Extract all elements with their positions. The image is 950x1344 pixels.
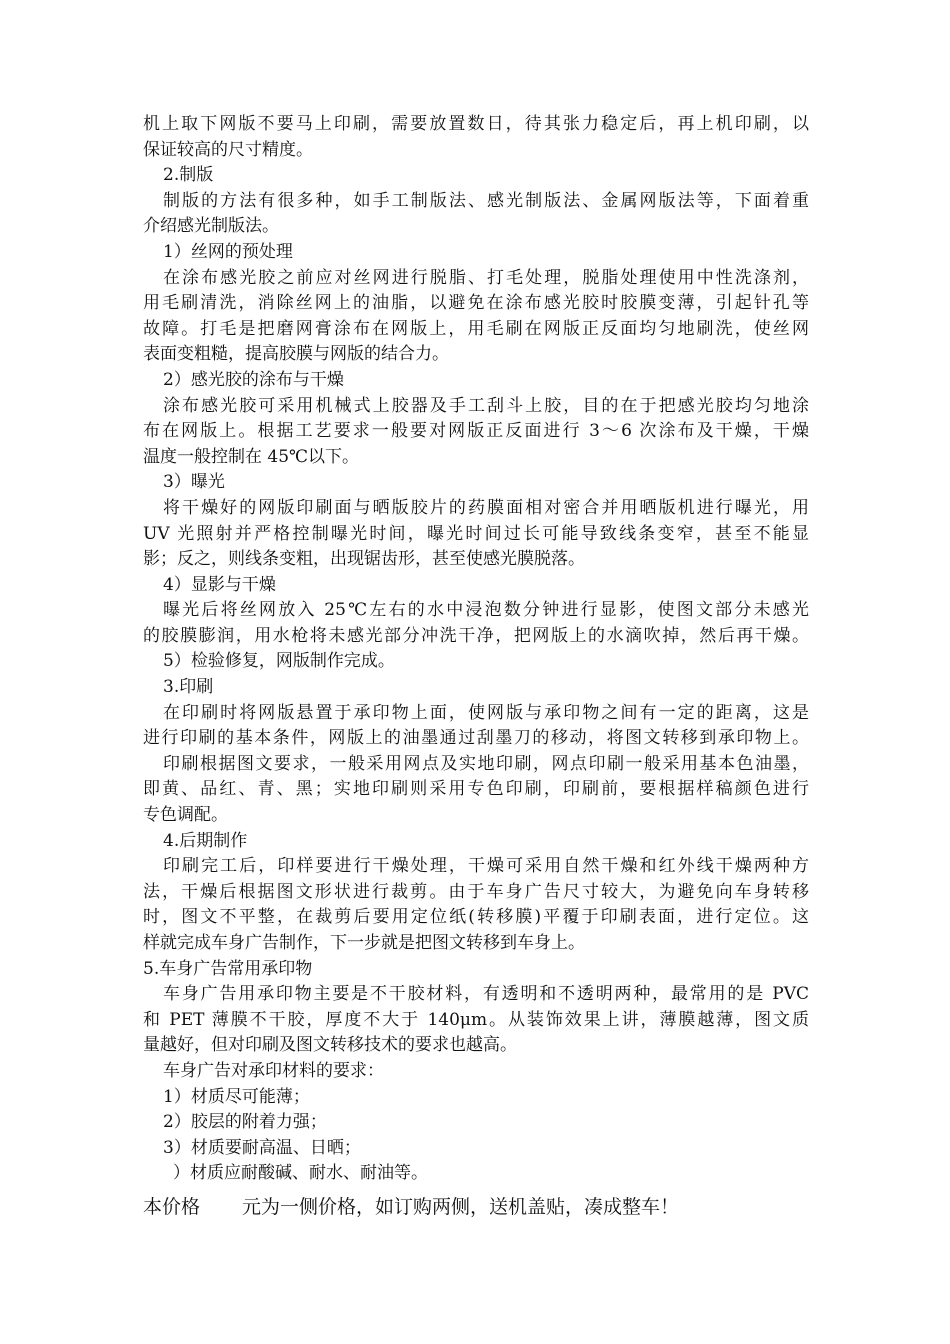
text-line: ）材质应耐酸碱、耐水、耐油等。 xyxy=(173,1163,428,1184)
text-line: 保证较高的尺寸精度。 xyxy=(143,139,313,160)
text-line: 机上取下网版不要马上印刷，需要放置数日，待其张力稳定后，再上机印刷，以 xyxy=(143,114,809,134)
text-line: 涂布感光胶可采用机械式上胶器及手工刮斗上胶，目的在于把感光胶均匀地涂 xyxy=(163,395,809,416)
price-note-label: 本价格 xyxy=(143,1196,201,1218)
text-line: 4.后期制作 xyxy=(163,830,248,851)
text-line: 5.车身广告常用承印物 xyxy=(143,958,313,979)
text-line: 2）胶层的附着力强； xyxy=(163,1112,327,1133)
text-line: 法，干燥后根据图文形状进行裁剪。由于车身广告尺寸较大，为避免向车身转移 xyxy=(143,881,809,902)
text-line: 印刷根据图文要求，一般采用网点及实地印刷，网点印刷一般采用基本色油墨， xyxy=(163,753,809,774)
text-line: 进行印刷的基本条件，网版上的油墨通过刮墨刀的移动，将图文转移到承印物上。 xyxy=(143,728,809,749)
text-line: 故障。打毛是把磨网膏涂布在网版上，用毛刷在网版正反面均匀地刷洗，使丝网 xyxy=(143,318,809,339)
text-line: 用毛刷清洗，消除丝网上的油脂，以避免在涂布感光胶时胶膜变薄，引起针孔等 xyxy=(143,293,809,314)
text-line: 时，图文不平整，在裁剪后要用定位纸(转移膜)平覆于印刷表面，进行定位。这 xyxy=(143,907,809,928)
text-line: 的胶膜膨润，用水枪将未感光部分冲洗干净，把网版上的水滴吹掉，然后再干燥。 xyxy=(143,625,809,646)
text-line: 2）感光胶的涂布与干燥 xyxy=(163,369,344,390)
text-line: 1）丝网的预处理 xyxy=(163,241,293,262)
text-line: UV 光照射并严格控制曝光时间，曝光时间过长可能导致线条变窄，甚至不能显 xyxy=(143,523,809,544)
text-line: 1）材质尽可能薄； xyxy=(163,1086,310,1107)
price-note xyxy=(143,1193,823,1221)
text-line: 2.制版 xyxy=(163,165,214,186)
text-line: 在印刷时将网版悬置于承印物上面，使网版与承印物之间有一定的距离，这是 xyxy=(163,702,809,723)
text-line: 样就完成车身广告制作，下一步就是把图文转移到车身上。 xyxy=(143,933,585,953)
text-line: 曝光后将丝网放入 25℃左右的水中浸泡数分钟进行显影，使图文部分未感光 xyxy=(163,600,809,621)
text-line: 布在网版上。根据工艺要求一般要对网版正反面进行 3～6 次涂布及干燥，干燥 xyxy=(143,421,809,442)
text-line: 量越好，但对印刷及图文转移技术的要求也越高。 xyxy=(143,1035,517,1056)
text-line: 将干燥好的网版印刷面与晒版胶片的药膜面相对密合并用晒版机进行曝光，用 xyxy=(163,497,809,518)
text-line: 表面变粗糙，提高胶膜与网版的结合力。 xyxy=(143,344,449,365)
text-line: 5）检验修复，网版制作完成。 xyxy=(163,651,395,672)
text-line: 车身广告用承印物主要是不干胶材料，有透明和不透明两种，最常用的是 PVC xyxy=(163,984,809,1005)
text-line: 4）显影与干燥 xyxy=(163,574,276,595)
text-line: 3）曝光 xyxy=(163,472,225,493)
price-note-text: 元为一侧价格，如订购两侧，送机盖贴，凑成整车！ xyxy=(242,1196,680,1218)
text-line: 3）材质要耐高温、日晒； xyxy=(163,1137,361,1158)
text-line: 影；反之，则线条变粗，出现锯齿形，甚至使感光膜脱落。 xyxy=(143,549,585,570)
text-line: 在涂布感光胶之前应对丝网进行脱脂、打毛处理，脱脂处理使用中性洗涤剂， xyxy=(163,267,809,288)
text-line: 印刷完工后，印样要进行干燥处理，干燥可采用自然干燥和红外线干燥两种方 xyxy=(163,856,809,877)
document-body xyxy=(143,112,809,1187)
text-line: 即黄、品红、青、黑；实地印刷则采用专色印刷，印刷前，要根据样稿颜色进行 xyxy=(143,779,809,800)
text-line: 专色调配。 xyxy=(143,805,228,826)
text-line: 温度一般控制在 45℃以下。 xyxy=(143,446,360,467)
text-line: 制版的方法有很多种，如手工制版法、感光制版法、金属网版法等，下面着重 xyxy=(163,190,809,211)
text-line: 和 PET 薄膜不干胶，厚度不大于 140μm。从装饰效果上讲，薄膜越薄，图文质 xyxy=(143,1009,809,1030)
text-line: 车身广告对承印材料的要求： xyxy=(163,1060,384,1081)
text-line: 3.印刷 xyxy=(163,677,214,698)
text-line: 介绍感光制版法。 xyxy=(143,216,279,237)
